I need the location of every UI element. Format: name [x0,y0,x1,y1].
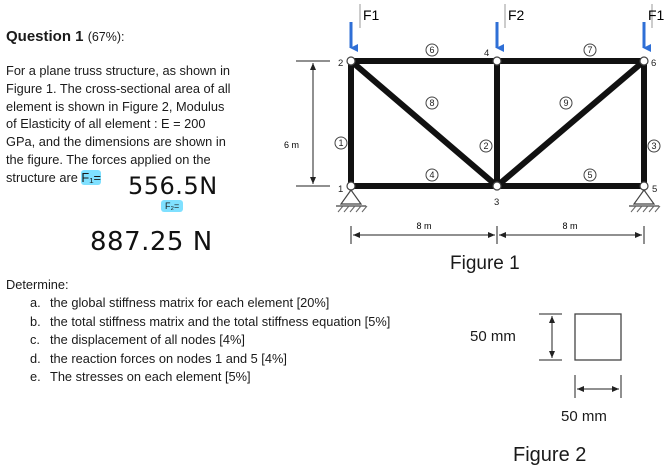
node-3-marker [493,182,501,190]
problem-line: structure are F₁= [6,169,101,185]
load-label-left: F1 [363,7,380,23]
task-text: the total stiffness matrix and the total stiffness equation [5%] [50,313,391,329]
task-letter: e. [30,369,41,385]
problem-line: For a plane truss structure, as shown in [6,63,231,78]
left-span-label: 8 m [416,221,432,231]
task-letter: b. [30,313,41,329]
problem-line: element is shown in Figure 2, Modulus [6,98,225,114]
node-5-marker [640,182,648,190]
handwritten-f2-value: 887.25 N [90,227,213,257]
question-number: Question 1 [6,28,84,45]
member-9 [497,61,644,186]
truss-members [351,61,644,186]
element-label-5: 5 [587,170,593,180]
figure2-caption: Figure 2 [513,444,587,466]
element-label-9: 9 [563,98,569,108]
task-text: The stresses on each element [5%] [50,369,251,385]
node-label-6: 6 [651,58,657,69]
load-label-middle: F2 [508,7,525,23]
node-label-5: 5 [652,184,658,195]
node-6-marker [640,57,648,65]
highlighted-f2-label: F₂= [161,200,183,212]
element-label-6: 6 [429,45,435,55]
member-8 [351,61,497,186]
element-label-2: 2 [483,141,489,151]
highlighted-f1-label: F₁= [81,169,101,185]
task-letter: c. [30,332,40,348]
handwritten-f1-value: 556.5N [128,172,218,200]
problem-line: of Elasticity of all element : E = 200 [6,116,206,132]
node-4-marker [493,57,501,65]
cross-section-square [575,314,621,360]
section-height-label: 50 mm [470,328,516,345]
node-label-2: 2 [338,58,344,69]
figure1-caption: Figure 1 [450,253,520,274]
question-weight: (67%): [87,30,125,44]
element-label-7: 7 [587,45,593,55]
problem-line: GPa, and the dimensions are shown in [6,134,226,150]
task-text: the reaction forces on nodes 1 and 5 [4%] [50,350,287,366]
right-span-label: 8 m [562,221,578,231]
node-1-marker [347,182,355,190]
element-label-1: 1 [338,138,344,148]
determine-heading: Determine: [6,277,69,292]
task-text: the displacement of all nodes [4%] [50,332,245,348]
section-width-label: 50 mm [561,408,607,425]
element-label-3: 3 [651,141,657,151]
node-label-4: 4 [484,48,490,59]
node-label-3: 3 [494,197,500,208]
element-label-8: 8 [429,98,435,108]
element-label-4: 4 [429,170,435,180]
task-letter: a. [30,295,41,310]
node-label-1: 1 [338,184,344,195]
task-text: the global stiffness matrix for each element [20%] [50,295,330,310]
load-label-right: F1 [648,7,665,23]
task-letter: d. [30,350,41,366]
height-dimension-label: 6 m [284,140,300,150]
node-2-marker [347,57,355,65]
problem-line: Figure 1. The cross-sectional area of all [6,80,231,96]
problem-line: the figure. The forces applied on the [6,151,211,167]
